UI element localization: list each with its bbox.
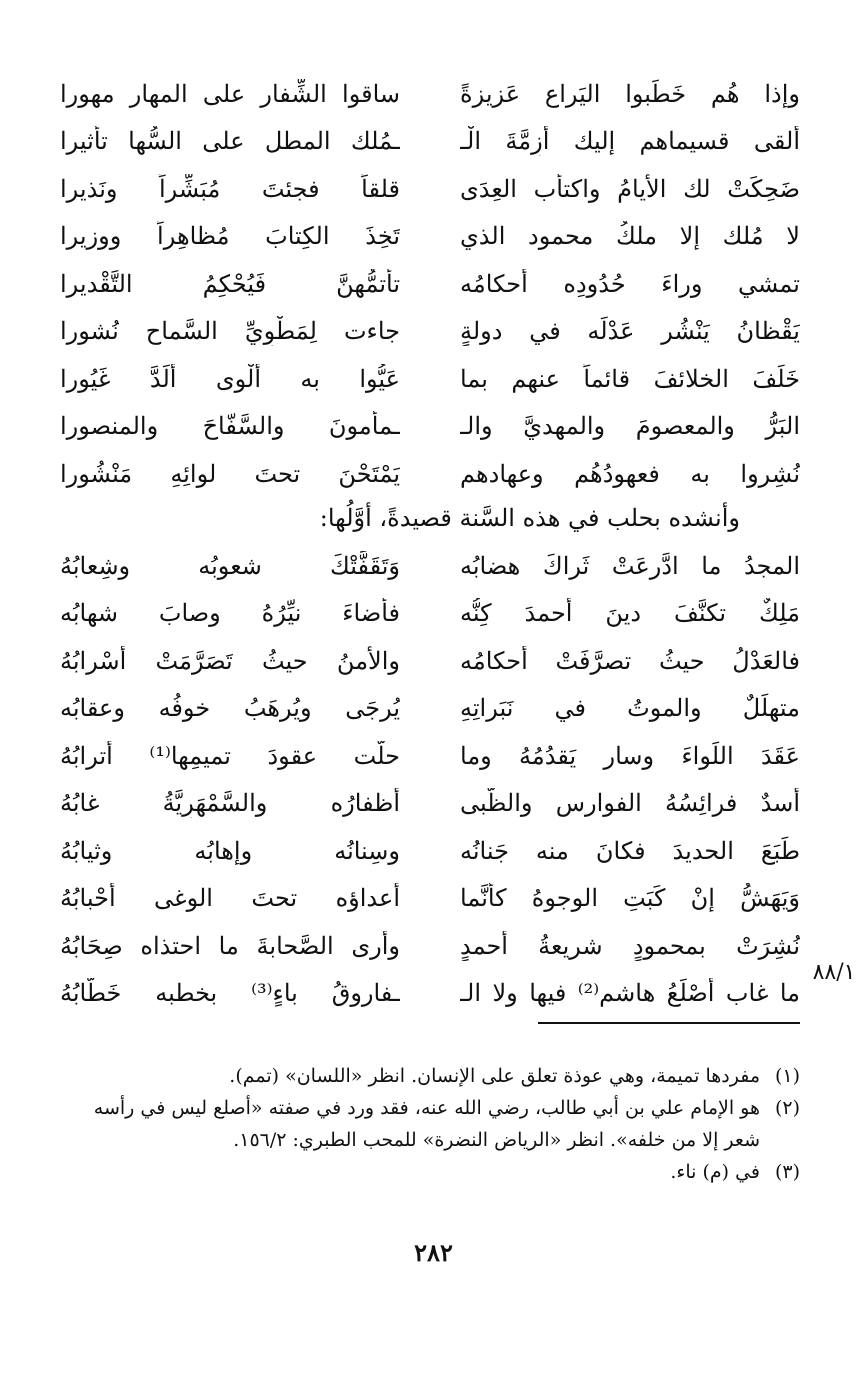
second-hemistich: ساقوا الشِّفار على المهار مهورا: [60, 79, 400, 108]
verse: [60, 403, 800, 451]
second-hemistich: ـمأمونَ والسَّفّاحَ والمنصورا: [60, 412, 400, 441]
second-hemistich: تَخِذَ الكِتابَ مُظاهِراً ووزيرا: [60, 222, 400, 251]
first-hemistich: البَرُّ والمعصومَ والمهديَّ والـ: [460, 412, 800, 441]
verse: [60, 922, 800, 970]
second-hemistich: فأضاءَ نيِّرُهُ وصابَ شهابُه: [60, 599, 400, 628]
first-hemistich: لا مُلك إلا ملكُ محمود الذي: [460, 222, 800, 251]
second-hemistich: والأمنُ حيثُ تَصَرَّمَتْ أسْرابُهُ: [60, 646, 400, 675]
intro-line: وأنشده بحلب في هذه السَّنة قصيدةً، أوَّلُها:: [319, 504, 740, 532]
second-hemistich: حلَّت عقودَ تميمِها⁽¹⁾ أترابُهُ: [60, 741, 400, 770]
verse: [60, 260, 800, 308]
verse: [60, 780, 800, 828]
second-hemistich: ـمُلك المطل على السُّها تأثيرا: [60, 127, 400, 156]
first-hemistich: خَلَفَ الخلائفَ قائماً عنهم بما: [460, 364, 800, 393]
second-hemistich: جاءت لِمَطْوِيِّ السَّماحِ نُشورا: [60, 317, 400, 346]
first-hemistich: ضَحِكَتْ لك الأيامُ واكتأب العِدَى: [460, 174, 800, 203]
first-hemistich: متهلِّلٌ والموتُ في نَبَراتِهِ: [460, 694, 800, 723]
second-hemistich: أظفارُه والسَّمْهَرِيَّةُ غابُهُ: [60, 789, 400, 818]
footnote-number: (٢): [774, 1097, 800, 1119]
verse: [60, 165, 800, 213]
poem-one: [60, 70, 800, 498]
first-hemistich: نُشِروا به فعهودُهُم وعهادهم: [460, 459, 800, 488]
poem-two: [60, 542, 800, 1017]
first-hemistich: وإذا هُم خَطَبوا اليَراع عَزيزةً: [460, 79, 800, 108]
second-hemistich: أعداؤه تحتَ الوغى أحْبابُهُ: [60, 884, 400, 913]
second-hemistich: وأرى الصَّحابةَ ما احتذاه صِحَابُهُ: [60, 931, 400, 960]
second-hemistich: قلقاً فجئتَ مُبَشِّراً ونَذيرا: [60, 174, 400, 203]
first-hemistich: تمشي وراءَ حُدُودِه أحكامُه: [460, 269, 800, 298]
footnotes: [60, 1060, 800, 1188]
first-hemistich: عَقَدَ اللِّواءَ وسار يَقدُمُهُ وما: [460, 741, 800, 770]
verse: [60, 118, 800, 166]
verse: [60, 213, 800, 261]
first-hemistich: يَقْظانُ يَنْشُر عَدْلَه في دولةٍ: [460, 317, 800, 346]
verse: [60, 827, 800, 875]
verse: [60, 542, 800, 590]
verse: [60, 450, 800, 498]
first-hemistich: طَبَعَ الحديدَ فكانَ منه جَنانُه: [460, 836, 800, 865]
first-hemistich: فالعَدْلُ حيثُ تصرَّفَتْ أحكامُه: [460, 646, 800, 675]
footnote-text: في (م) ناء.: [670, 1161, 760, 1183]
second-hemistich: يَمْتَحْنَ تحتَ لوائِهِ مَنْشُورا: [60, 459, 400, 488]
second-hemistich: تأتمُّهنَّ فَيُحْكِمُ التَّقْديرا: [60, 269, 400, 298]
first-hemistich: ما غاب أصْلَعُ هاشمٍ⁽²⁾ فيها ولا الـ: [460, 979, 800, 1008]
verse: [60, 308, 800, 356]
second-hemistich: عَيُّوا به ألْوى ألَدَّ غَيُورا: [60, 364, 400, 393]
footnote-number: (٣): [774, 1161, 800, 1183]
second-hemistich: وَتَقَفَّتْكَ شعوبُه وشِعابُهُ: [60, 551, 400, 580]
second-hemistich: يُرجَى ويُرهَبُ خوفُه وعقابُه: [60, 694, 400, 723]
footnote-text: هو الإمام علي بن أبي طالب، رضي الله عنه، فقد ورد في صفته «أصلع ليس في رأسه شعر إلا من خلفه». انظر «الرياض النضرة» للمحب الطبري: ١٥٦/٢.: [93, 1097, 760, 1151]
footnote-divider: [538, 1022, 800, 1024]
verse: [60, 637, 800, 685]
first-hemistich: ألقى قسيماهم إليك أزِمَّةَ الْـ: [460, 127, 800, 156]
manuscript-folio-note: ٨٨/١: [812, 960, 856, 985]
verse: [60, 970, 800, 1018]
verse: [60, 355, 800, 403]
first-hemistich: مَلِكٌ تكنَّفَ دينَ أحمدَ كِنُّه: [460, 599, 800, 628]
second-hemistich: ـفاروقُ باءٍ⁽³⁾ بخطبه خَطّابُهُ: [60, 979, 400, 1008]
second-hemistich: وسِنانُه وإهابُه وثيابُهُ: [60, 836, 400, 865]
verse: [60, 70, 800, 118]
footnote: [60, 1156, 800, 1188]
verse: [60, 590, 800, 638]
footnote: [60, 1060, 800, 1092]
footnote-number: (١): [774, 1065, 800, 1087]
verse: [60, 685, 800, 733]
first-hemistich: نُشِرَتْ بمحمودٍ شريعةُ أحمدٍ: [460, 931, 800, 960]
verse: [60, 875, 800, 923]
first-hemistich: أسدٌ فرائِسُهُ الفوارس والظُّبى: [460, 789, 800, 818]
footnote-text: مفردها تميمة، وهي عوذة تعلق على الإنسان. انظر «اللسان» (تمم).: [229, 1065, 760, 1087]
page-number: ٢٨٢: [414, 1238, 453, 1267]
verse: [60, 732, 800, 780]
first-hemistich: المجدُ ما ادَّرعَتْ ثَراكَ هضابُه: [460, 551, 800, 580]
footnote: [60, 1092, 800, 1156]
first-hemistich: وَيَهَشُّ إنْ كَبَتِ الوجوهُ كأنَّما: [460, 884, 800, 913]
